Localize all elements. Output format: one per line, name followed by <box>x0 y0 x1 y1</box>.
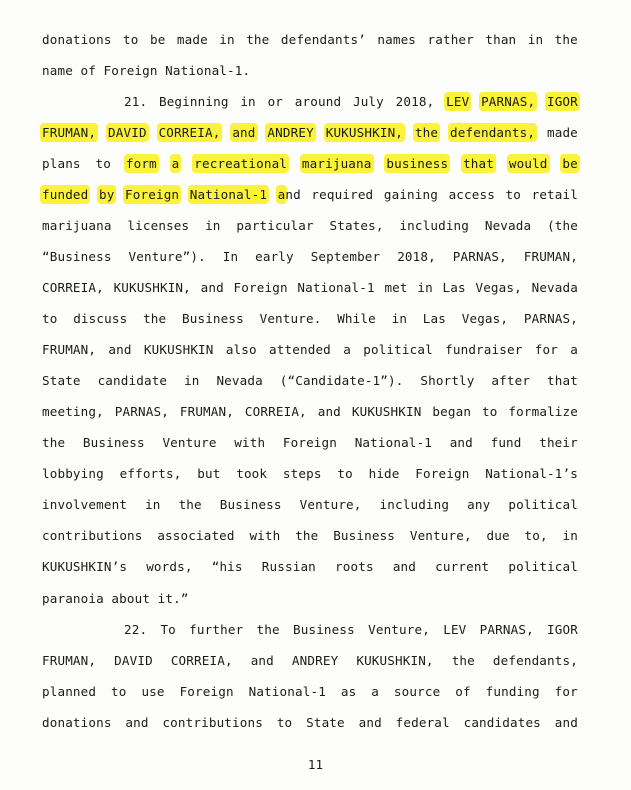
document-word: licenses <box>127 218 190 233</box>
document-line <box>42 122 578 144</box>
document-word: and <box>392 559 417 574</box>
document-word: steps <box>282 466 322 481</box>
document-word: due <box>486 528 510 543</box>
document-word: that <box>547 373 578 388</box>
document-word: To <box>160 622 176 637</box>
document-word: federal <box>395 715 450 730</box>
document-line <box>42 215 578 237</box>
document-word: with <box>249 528 281 543</box>
document-line <box>42 153 578 175</box>
document-word: defendants, <box>492 653 578 668</box>
document-word: National-1. <box>165 63 251 78</box>
document-word: to <box>95 156 111 171</box>
document-word: Beginning <box>158 94 229 109</box>
document-word: including <box>399 218 470 233</box>
document-line <box>124 619 578 641</box>
document-word <box>159 122 221 144</box>
document-word: or <box>267 94 284 109</box>
document-word: as <box>340 684 357 699</box>
document-line <box>42 184 578 206</box>
document-word: associated <box>157 528 235 543</box>
document-word: access <box>448 187 495 202</box>
document-word: CORREIA, <box>170 653 233 668</box>
document-word: Foreign <box>179 684 234 699</box>
document-line <box>42 60 578 82</box>
document-word: including <box>379 497 450 512</box>
document-word: be <box>149 32 166 47</box>
highlight-mark: IGOR <box>546 94 578 109</box>
document-word: September <box>310 249 381 264</box>
document-word: FRUMAN, <box>179 404 234 419</box>
document-word: early <box>255 249 294 264</box>
document-word: in <box>145 497 161 512</box>
document-word: PARNAS, <box>479 622 534 637</box>
document-word: contributions <box>42 528 143 543</box>
document-word: PARNAS, <box>523 311 578 326</box>
document-word: further <box>189 622 244 637</box>
document-word: Vegas, <box>475 280 522 295</box>
document-word <box>463 153 494 175</box>
document-word: names <box>377 32 417 47</box>
document-word: with <box>234 435 266 450</box>
document-word <box>99 184 114 206</box>
document-word: in <box>527 32 544 47</box>
document-word: to, <box>524 528 548 543</box>
document-word: the <box>554 32 578 47</box>
highlight-mark: ANDREY <box>267 125 314 140</box>
document-word <box>267 122 313 144</box>
document-word: roots <box>335 559 374 574</box>
document-line <box>42 339 578 361</box>
document-word <box>326 122 403 144</box>
document-word: Business <box>219 497 282 512</box>
document-word: for <box>534 342 558 357</box>
document-word: KUKUSHKIN, <box>113 280 191 295</box>
document-word <box>415 122 438 144</box>
document-word: Venture. <box>259 311 322 326</box>
document-word: 2018, <box>395 94 435 109</box>
document-word <box>42 184 88 206</box>
document-line <box>42 681 578 703</box>
highlight-mark: Foreign <box>125 187 180 202</box>
highlight-mark: CORREIA, <box>158 125 221 140</box>
document-word: than <box>485 32 517 47</box>
document-word: candidates <box>463 715 541 730</box>
document-word <box>509 153 548 175</box>
document-word: Venture, <box>299 497 362 512</box>
document-word: made <box>176 32 208 47</box>
document-word: Business <box>82 435 145 450</box>
document-word: KUKUSHKIN, <box>356 653 434 668</box>
document-line <box>42 463 578 485</box>
document-word: 21. <box>124 94 148 109</box>
document-word: the <box>295 528 319 543</box>
document-line <box>42 712 578 734</box>
document-word: State <box>306 715 345 730</box>
highlight-mark: the <box>414 125 439 140</box>
document-word <box>42 122 96 144</box>
document-word: a <box>343 342 351 357</box>
document-word <box>547 91 578 113</box>
page-number: 11 <box>307 757 324 772</box>
document-word: formalize <box>508 404 578 419</box>
document-word: CORREIA, <box>244 404 307 419</box>
document-word: Foreign <box>103 63 158 78</box>
document-word: Venture, <box>409 528 472 543</box>
document-word: PARNAS, <box>452 249 507 264</box>
document-word: involvement <box>42 497 128 512</box>
document-word: and <box>358 715 382 730</box>
document-word <box>481 91 535 113</box>
document-word: (“Candidate-1”). <box>279 373 404 388</box>
document-word: Venture <box>162 435 217 450</box>
document-word: to <box>337 466 353 481</box>
document-word: LEV <box>443 622 467 637</box>
highlight-mark: a <box>171 156 180 171</box>
document-line <box>42 432 578 454</box>
highlight-mark: defendants, <box>450 125 536 140</box>
document-word <box>386 153 448 175</box>
document-word: a <box>570 342 578 357</box>
document-word: attended <box>269 342 331 357</box>
document-word: in <box>240 94 256 109</box>
document-line <box>42 29 578 51</box>
document-word: Business <box>333 528 396 543</box>
document-word <box>232 122 255 144</box>
highlight-mark: be <box>562 156 578 171</box>
document-word: in <box>417 280 433 295</box>
document-word: plans <box>42 156 81 171</box>
highlight-mark: LEV <box>446 94 470 109</box>
document-word: the <box>42 435 66 450</box>
document-word: Nevada <box>216 373 263 388</box>
document-word: FRUMAN, <box>42 653 97 668</box>
document-word: also <box>225 342 257 357</box>
document-line <box>124 91 578 113</box>
document-word: Business <box>182 311 244 326</box>
document-word: the <box>256 622 280 637</box>
document-word: to <box>123 32 139 47</box>
document-word: and <box>449 435 473 450</box>
highlight-mark: business <box>386 156 449 171</box>
document-word <box>450 122 535 144</box>
highlight-mark: and <box>232 125 256 140</box>
document-line <box>42 401 578 423</box>
document-word: National-1 <box>297 280 375 295</box>
document-word: for <box>554 684 578 699</box>
document-word: words, <box>146 559 193 574</box>
document-line <box>42 588 578 610</box>
document-word: Foreign <box>415 466 470 481</box>
document-word: fund <box>490 435 522 450</box>
document-word: KUKUSHKIN <box>143 342 214 357</box>
document-word: to <box>482 404 498 419</box>
document-word: contributions <box>162 715 263 730</box>
document-line <box>42 277 578 299</box>
document-word: their <box>539 435 578 450</box>
document-word: about <box>111 591 151 606</box>
document-word <box>446 91 469 113</box>
document-word: donations <box>42 32 112 47</box>
document-word: after <box>491 373 531 388</box>
document-word: the <box>178 497 202 512</box>
document-word: FRUMAN, <box>42 342 97 357</box>
document-line <box>42 494 578 516</box>
document-word: National-1 <box>354 435 433 450</box>
document-word: around <box>294 94 342 109</box>
document-word: rather <box>427 32 474 47</box>
highlight-mark: DAVID <box>108 125 147 140</box>
document-word: Las <box>422 311 446 326</box>
document-word: and <box>277 187 301 202</box>
document-word: lobbying <box>42 466 104 481</box>
document-word: FRUMAN, <box>523 249 578 264</box>
highlight-mark: marijuana <box>301 156 372 171</box>
document-word: a <box>371 684 379 699</box>
document-word: and <box>250 653 274 668</box>
document-word: discuss <box>73 311 128 326</box>
document-word: to <box>42 311 58 326</box>
document-word: particular <box>236 218 314 233</box>
highlight-mark: would <box>508 156 548 171</box>
document-word: political <box>508 497 578 512</box>
document-word: to <box>111 684 127 699</box>
document-word: but <box>197 466 221 481</box>
document-word: in <box>562 528 578 543</box>
highlight-mark: funded <box>42 187 89 202</box>
highlight-mark: recreational <box>194 156 288 171</box>
document-word: paranoia <box>42 591 104 606</box>
highlight-mark: National-1 <box>189 187 268 202</box>
document-word: and <box>108 342 132 357</box>
document-word: Foreign <box>282 435 337 450</box>
document-line <box>42 556 578 578</box>
document-word: Foreign <box>233 280 288 295</box>
document-word <box>194 153 287 175</box>
document-line <box>42 308 578 330</box>
document-word: donations <box>42 715 112 730</box>
document-line <box>42 370 578 392</box>
document-word: National-1 <box>248 684 326 699</box>
document-word: political <box>363 342 433 357</box>
document-word: began <box>432 404 472 419</box>
document-word: planned <box>42 684 97 699</box>
document-word: Shortly <box>420 373 475 388</box>
document-word: Russian <box>261 559 316 574</box>
document-word <box>126 153 157 175</box>
document-word <box>302 153 372 175</box>
document-word: it.” <box>157 591 189 606</box>
document-word: ANDREY <box>291 653 339 668</box>
highlight-mark: FRUMAN, <box>42 125 97 140</box>
document-word: States, <box>329 218 384 233</box>
document-word: any <box>467 497 491 512</box>
document-word: National-1’s <box>485 466 578 481</box>
document-word: Venture, <box>368 622 430 637</box>
document-word: KUKUSHKIN <box>351 404 422 419</box>
document-word: DAVID <box>114 653 153 668</box>
document-word: took <box>236 466 268 481</box>
document-word: made <box>546 125 578 140</box>
document-word: retail <box>531 187 578 202</box>
document-word: to <box>505 187 522 202</box>
document-word: “his <box>211 559 243 574</box>
document-word: candidate <box>97 373 168 388</box>
document-word: Business <box>293 622 355 637</box>
document-word: “Business <box>42 249 112 264</box>
document-word <box>562 153 577 175</box>
document-word: Nevada <box>531 280 578 295</box>
document-word: the <box>246 32 270 47</box>
document-word: name <box>42 63 73 78</box>
document-word: met <box>384 280 408 295</box>
highlight-mark: that <box>463 156 495 171</box>
document-word: hide <box>368 466 400 481</box>
document-word: funding <box>485 684 540 699</box>
document-word: fundraiser <box>445 342 523 357</box>
document-word: Vegas, <box>461 311 509 326</box>
document-word: in <box>219 32 235 47</box>
document-word: in <box>205 218 221 233</box>
document-word: current <box>435 559 490 574</box>
document-word: July <box>352 94 384 109</box>
document-word <box>172 153 180 175</box>
document-word: of <box>455 684 471 699</box>
highlight-mark: form <box>125 156 157 171</box>
document-word: to <box>276 715 293 730</box>
document-line <box>42 650 578 672</box>
document-word: the <box>143 311 167 326</box>
document-word: source <box>393 684 441 699</box>
document-word: (the <box>547 218 578 233</box>
document-word: State <box>42 373 81 388</box>
document-word: marijuana <box>42 218 112 233</box>
document-line <box>42 246 578 268</box>
document-word: KUKUSHKIN’s <box>42 559 128 574</box>
document-word: While <box>337 311 376 326</box>
document-word: efforts, <box>119 466 182 481</box>
document-word: the <box>451 653 475 668</box>
document-word: and <box>317 404 341 419</box>
highlight-mark: a <box>277 187 286 202</box>
document-word: CORREIA, <box>42 280 104 295</box>
document-word <box>125 184 179 206</box>
document-word: required <box>311 187 374 202</box>
document-word: IGOR <box>547 622 578 637</box>
document-word: defendants’ <box>280 32 366 47</box>
highlight-mark: KUKUSHKIN, <box>325 125 404 140</box>
document-word: of <box>80 63 96 78</box>
document-word <box>108 122 147 144</box>
document-word: Venture”). <box>128 249 206 264</box>
highlight-mark: PARNAS, <box>481 94 536 109</box>
document-word: in <box>391 311 408 326</box>
highlight-mark: by <box>98 187 115 202</box>
document-word: use <box>141 684 165 699</box>
document-word: and <box>554 715 578 730</box>
document-word: In <box>222 249 239 264</box>
document-word: and <box>125 715 149 730</box>
document-word: gaining <box>383 187 438 202</box>
document-word: 2018, <box>397 249 436 264</box>
document-word <box>190 184 267 206</box>
document-word: Las <box>442 280 466 295</box>
document-word: PARNAS, <box>114 404 169 419</box>
document-word: meeting, <box>42 404 104 419</box>
document-word: and <box>200 280 224 295</box>
document-word: in <box>184 373 200 388</box>
document-word: political <box>508 559 578 574</box>
document-line <box>42 525 578 547</box>
document-word: 22. <box>124 622 148 637</box>
document-word: Nevada <box>484 218 532 233</box>
